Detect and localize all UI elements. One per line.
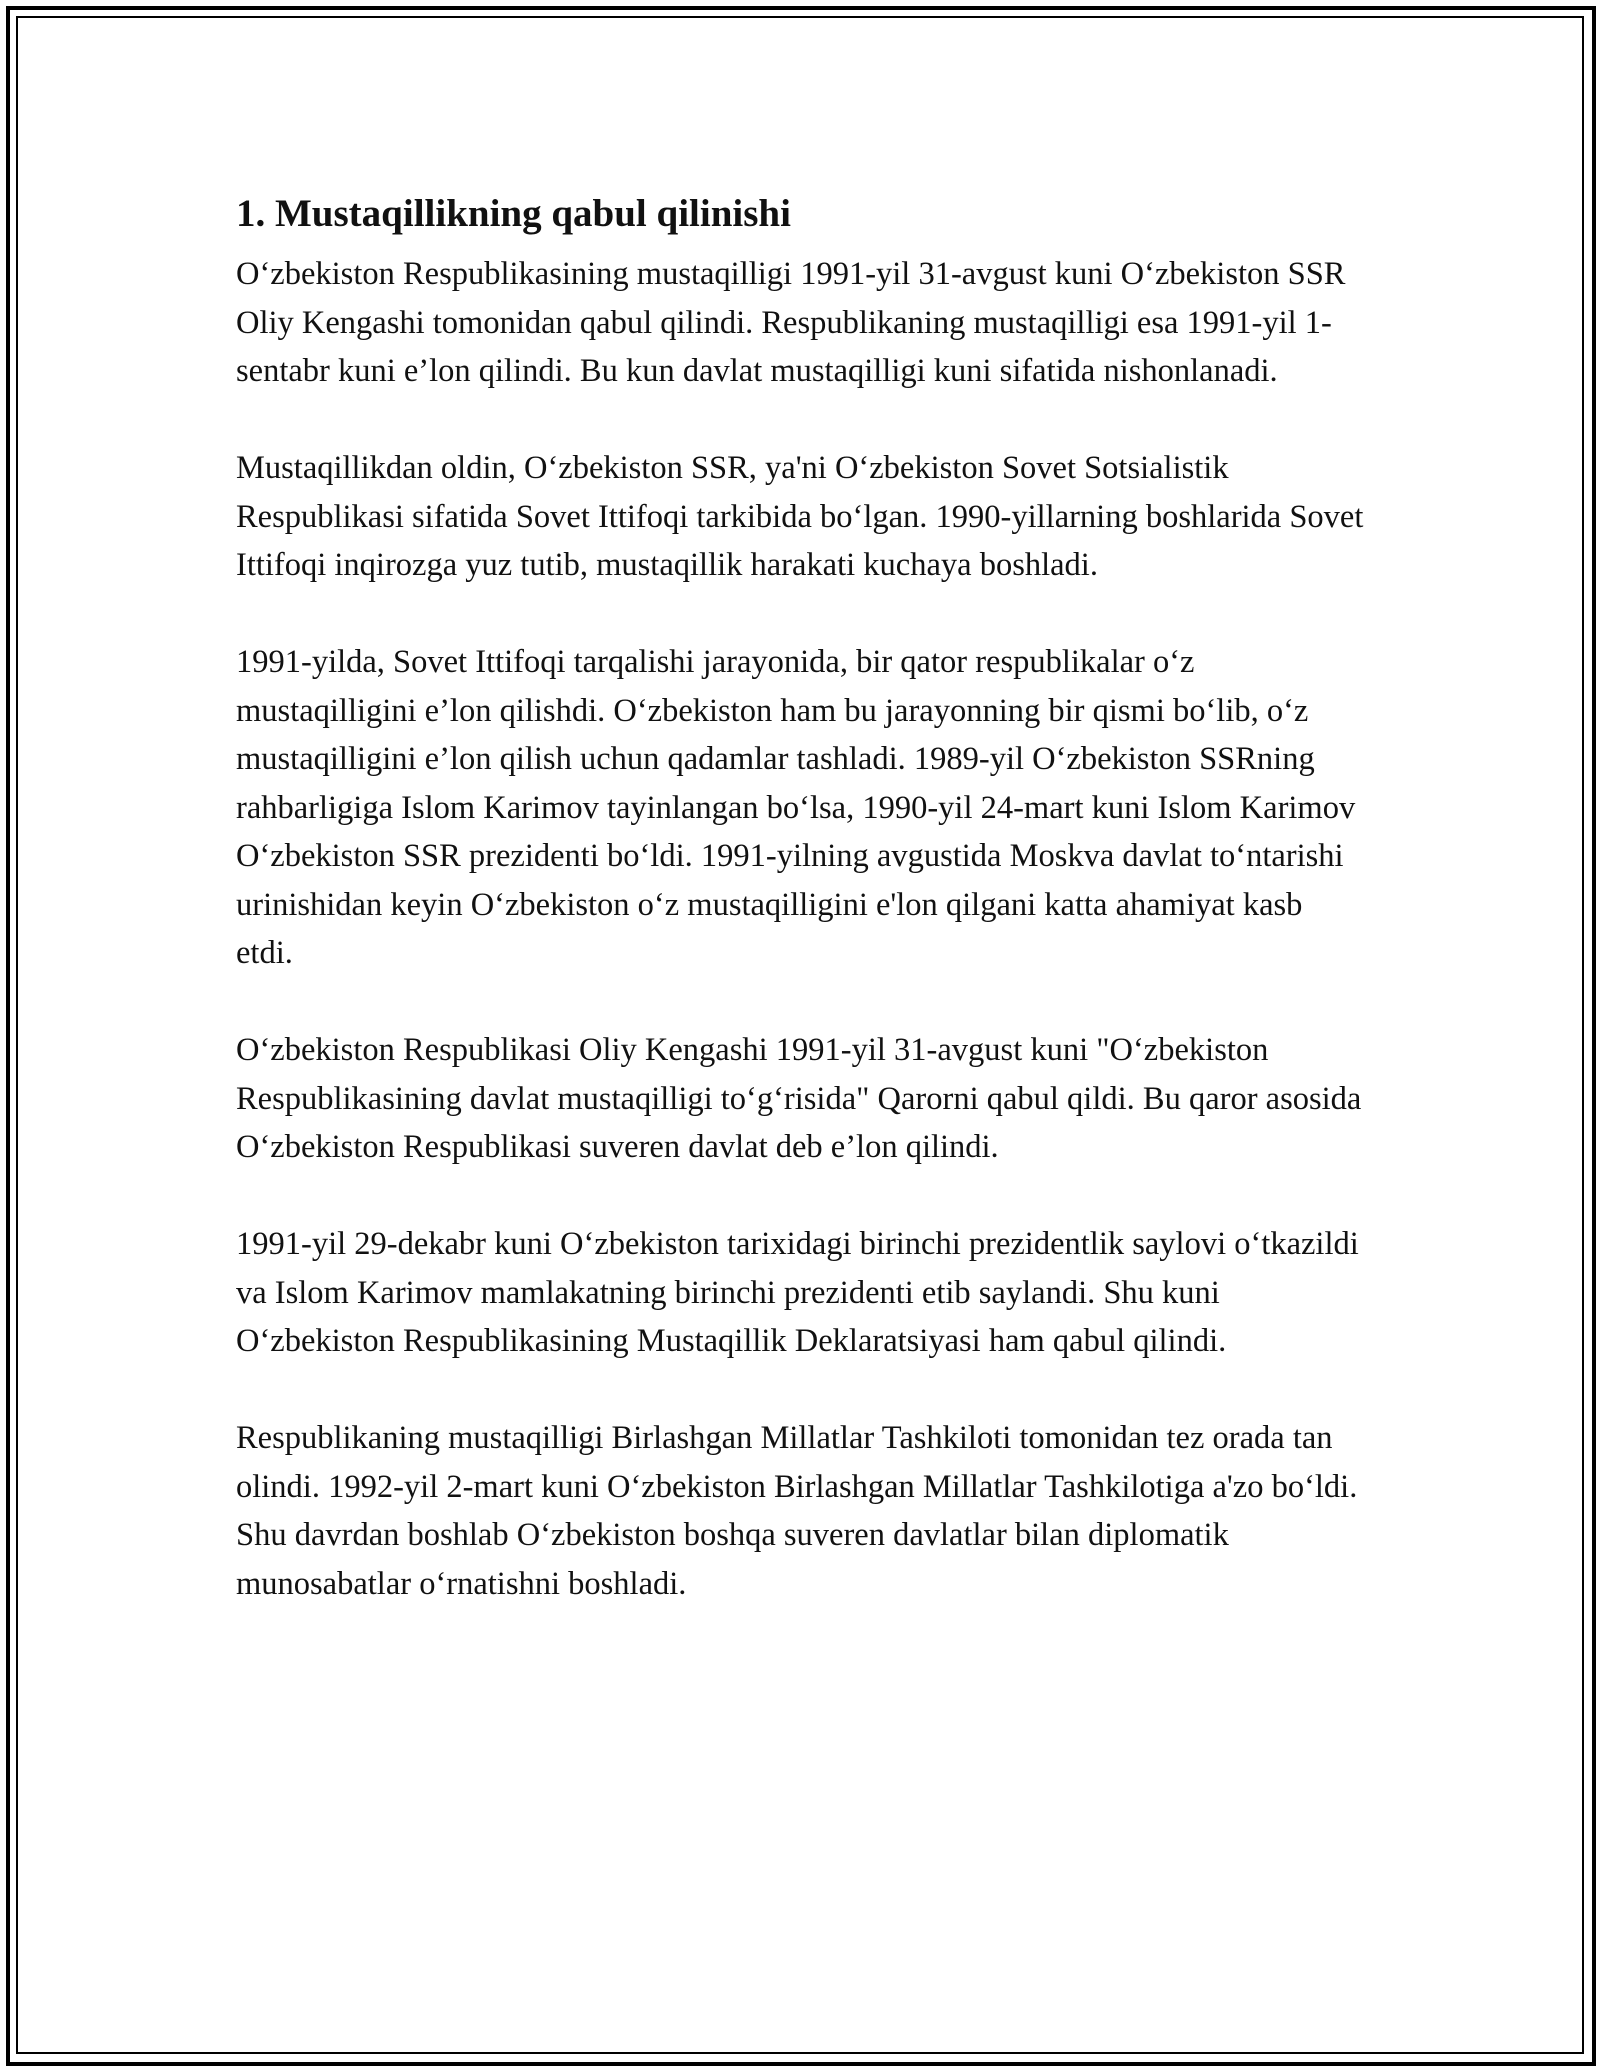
paragraph-1: O‘zbekiston Respublikasining mustaqilligi 1991-yil 31-avgust kuni O‘zbekiston SSR Oliy Kengashi tomonidan qabul qilindi. Respublikaning mustaqilligi esa 1991-yil 1-sentabr kuni e’lon qilindi. Bu kun davlat mustaqilligi kuni sifatida nishonlanadi. xyxy=(236,256,1346,389)
paragraph-6: Respublikaning mustaqilligi Birlashgan Millatlar Tashkiloti tomonidan tez orada tan olindi. 1992-yil 2-mart kuni O‘zbekiston Birlashgan Millatlar Tashkilotiga a'zo bo‘ldi. Shu davrdan boshlab O‘zbekiston boshqa suveren davlatlar bilan diplomatik munosabatlar o‘rnatishni boshladi. xyxy=(236,1420,1358,1602)
section-heading: 1. Mustaqillikning qabul qilinishi xyxy=(236,192,791,235)
paragraph-3: 1991-yilda, Sovet Ittifoqi tarqalishi jarayonida, bir qator respublikalar o‘z mustaqilligini e’lon qilishdi. O‘zbekiston ham bu jarayonning bir qismi bo‘lib, o‘z mustaqilligini e’lon qilish uchun qadamlar tashladi. 1989-yil O‘zbekiston SSRning rahbarligiga Islom Karimov tayinlangan bo‘lsa, 1990-yil 24-mart kuni Islom Karimov O‘zbekiston SSR prezidenti bo‘ldi. 1991-yilning avgustida Moskva davlat to‘ntarishi urinishidan keyin O‘zbekiston o‘z mustaqilligini e'lon qilgani katta ahamiyat kasb etdi. xyxy=(236,644,1356,971)
paragraph-2: Mustaqillikdan oldin, O‘zbekiston SSR, ya'ni O‘zbekiston Sovet Sotsialistik Respublikasi sifatida Sovet Ittifoqi tarkibida bo‘lgan. 1990-yillarning boshlarida Sovet Ittifoqi inqirozga yuz tutib, mustaqillik harakati kuchaya boshladi. xyxy=(236,450,1364,583)
paragraph-4: O‘zbekiston Respublikasi Oliy Kengashi 1991-yil 31-avgust kuni "O‘zbekiston Respublikasining davlat mustaqilligi to‘g‘risida" Qarorni qabul qildi. Bu qaror asosida O‘zbekiston Respublikasi suveren davlat deb e’lon qilindi. xyxy=(236,1032,1362,1165)
paragraph-5: 1991-yil 29-dekabr kuni O‘zbekiston tarixidagi birinchi prezidentlik saylovi o‘tkazildi va Islom Karimov mamlakatning birinchi prezidenti etib saylandi. Shu kuni O‘zbekiston Respublikasining Mustaqillik Deklaratsiyasi ham qabul qilindi. xyxy=(236,1226,1359,1359)
document-body xyxy=(236,184,1366,1608)
